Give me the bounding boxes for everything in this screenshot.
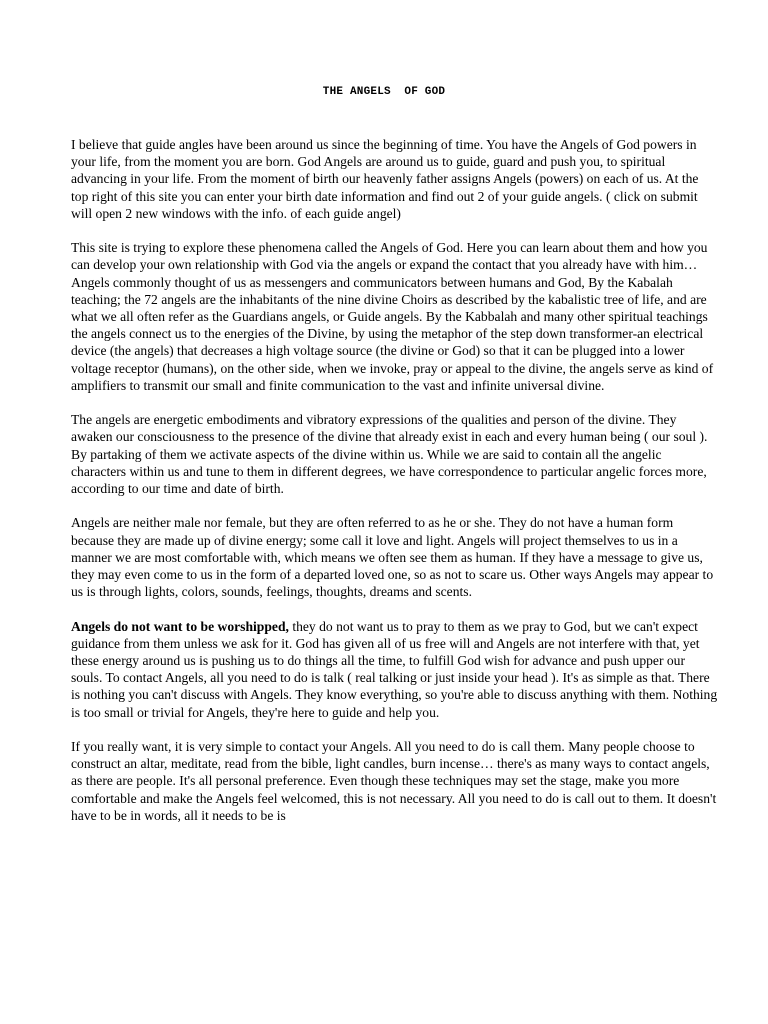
paragraph-energetic-embodiments: [71, 411, 719, 497]
paragraph-site-purpose: [71, 239, 719, 394]
paragraph-bold-lead: Angels do not want to be worshipped,: [71, 618, 289, 634]
paragraph-text: Angels are neither male nor female, but they are often referred to as he or she. They do not have a human form because they are made up of divine energy; some call it love and light. Angels will project themselves to us in a manner we are most comfortable with, which means we often see them as human. If they have a message to give us, they may even come to us in the form of a departed loved one, so as not to scare us. Other ways Angels may appear to us is through lights, colors, sounds, feelings, thoughts, dreams and scents.: [71, 515, 714, 600]
paragraph-guide-angels: [71, 136, 719, 222]
paragraph-neither-male-nor-female: [71, 514, 719, 600]
paragraph-text: I believe that guide angles have been around us since the beginning of time. You have the Angels of God powers in your life, from the moment you are born. God Angels are around us to guide, guard and push you, to spiritual advancing in your life. From the moment of birth our heavenly father assigns Angels (powers) on each of us. At the top right of this site you can enter your birth date information and find out 2 of your guide angels. ( click on submit will open 2 new windows with the info. of each guide angel): [71, 137, 699, 221]
document-title: THE ANGELS OF GOD: [322, 86, 446, 98]
paragraph-text: This site is trying to explore these phenomena called the Angels of God. Here you can learn about them and how you can develop your own relationship with God via the angels or expand the contact that you already have with him… Angels commonly thought of us as messengers and communicators between humans and God, By the Kabalah teaching; the 72 angels are the inhabitants of the nine divine Choirs as described by the kabalistic tree of life, and are what we all often refer as the Guardians angels, or Guide angels. By the Kabbalah and many other spiritual teachings the angels connect us to the energies of the Divine, by using the metaphor of the step down transformer-an electrical device (the angels) that decreases a high voltage source (the divine or God) so that it can be plugged into a lower voltage receptor (humans), on the other side, when we invoke, pray or appeal to the divine, the angels serve as kind of amplifiers to transmit our small and finite communication to the vast and infinite universal divine.: [71, 240, 714, 393]
paragraph-text: they do not want us to pray to them as we pray to God, but we can't expect guidance from them unless we ask for it. God has given all of us free will and Angels are not interfere with that, yet these energy around us is pushing us to do things all the time, to fulfill God wish for advance and push upper our souls. To contact Angels, all you need to do is talk ( real talking or just inside your head ). It's as simple as that. There is nothing you can't discuss with Angels. They know everything, so you're able to discuss anything with them. Nothing is too small or trivial for Angels, they're here to guide and help you.: [71, 618, 718, 720]
paragraph-not-worshipped: [71, 618, 719, 721]
document-body: [71, 136, 719, 841]
paragraph-text: If you really want, it is very simple to contact your Angels. All you need to do is call them. Many people choose to construct an altar, meditate, read from the bible, light candles, burn incense… there's as many ways to contact angels, as there are people. It's all personal preference. Even though these techniques may set the stage, make you more comfortable and make the Angels feel welcomed, this is not necessary. All you need to do is call out to them. It doesn't have to be in words, all it needs to be is: [71, 739, 717, 823]
paragraph-text: The angels are energetic embodiments and vibratory expressions of the qualities and person of the divine. They awaken our consciousness to the presence of the divine that already exist in each and every human being ( our soul ). By partaking of them we activate aspects of the divine within us. While we are said to contain all the angelic characters within us and tune to them in different degrees, we have correspondence to particular angelic forces more, according to our time and date of birth.: [71, 412, 708, 497]
paragraph-contact-angels: [71, 738, 719, 824]
